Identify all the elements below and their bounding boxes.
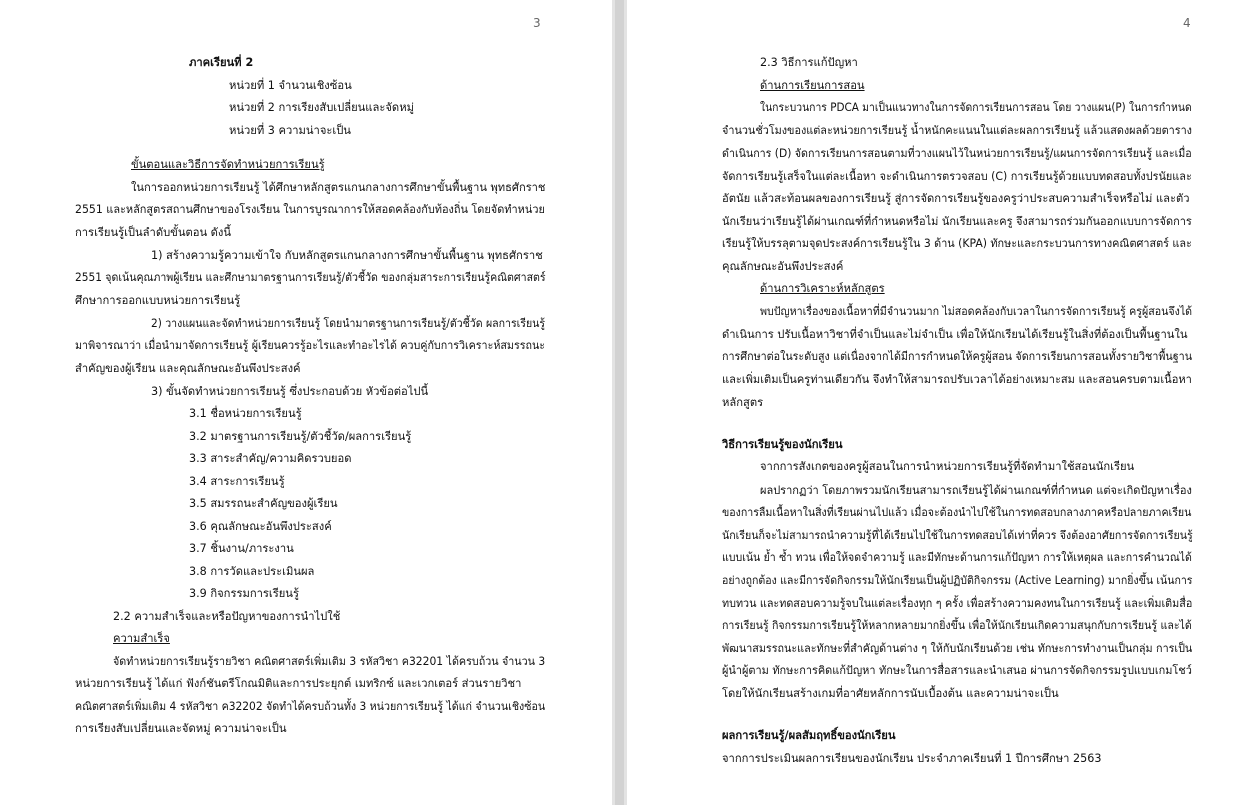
section-heading: ความสำเร็จ xyxy=(113,632,170,645)
text-line: หน่วยที่ 1 จำนวนเชิงซ้อน xyxy=(229,79,352,92)
scrollbar[interactable] xyxy=(615,0,624,805)
text-line: 3.3 สาระสำคัญ/ความคิดรวบยอด xyxy=(189,452,352,465)
text-line: เรียนรู้ให้บรรลุตามจุดประสงค์การเรียนรู้ใน 3 ด้าน (KPA) ทักษะและกระบวนการทางคณิตศาสตร์ และ xyxy=(722,237,1192,250)
text-line: 2.3 วิธีการแก้ปัญหา xyxy=(760,56,858,69)
text-line: แบบเน้น ย้ำ ซ้ำ ทวน เพื่อให้จดจำความรู้ และมีทักษะด้านการแก้ปัญหา การให้เหตุผล และการคำนวณได้ xyxy=(722,551,1192,564)
text-line: 3.4 สาระการเรียนรู้ xyxy=(189,475,285,488)
text-line: 3.5 สมรรถนะสำคัญของผู้เรียน xyxy=(189,497,338,510)
section-heading: ขั้นตอนและวิธีการจัดทำหน่วยการเรียนรู้ xyxy=(131,158,325,171)
text-line: 2551 จุดเน้นคุณภาพผู้เรียน และศึกษามาตรฐานการเรียนรู้/ตัวชี้วัด ของกลุ่มสาระการเรียนรู้คณิตศาสตร์ xyxy=(75,271,546,284)
document-page-left xyxy=(0,0,612,805)
text-line: การเรียนรู้เป็นลำดับขั้นตอน ดังนี้ xyxy=(75,226,232,239)
text-line: ดำเนินการ (D) จัดการเรียนการสอนตามที่วางแผนไว้ในหน่วยการเรียนรู้/แผนการจัดการเรียนรู้ และเมื่อ xyxy=(722,147,1192,160)
text-line: ทบทวน และทดสอบความรู้จบในแต่ละเรื่องทุก ๆ ครั้ง เพื่อสร้างความคงทนในการเรียนรู้ และเพิ่มเติมสื่อ xyxy=(722,597,1193,610)
text-line: จากการประเมินผลการเรียนของนักเรียน ประจำภาคเรียนที่ 1 ปีการศึกษา 2563 xyxy=(722,752,1102,765)
text-line: 3.7 ชิ้นงาน/ภาระงาน xyxy=(189,542,294,555)
section-heading: ผลการเรียนรู้/ผลสัมฤทธิ์ของนักเรียน xyxy=(722,729,896,742)
section-heading: วิธีการเรียนรู้ของนักเรียน xyxy=(722,438,843,451)
text-line: 2551 และหลักสูตรสถานศึกษาของโรงเรียน ในการบูรณาการให้สอดคล้องกับท้องถิ่น โดยจัดทำหน่วย xyxy=(75,203,545,216)
document-page-right xyxy=(627,0,1239,805)
page-number: 4 xyxy=(1183,16,1191,30)
text-line: 3.9 กิจกรรมการเรียนรู้ xyxy=(189,587,299,600)
text-line: จำนวนชั่วโมงของแต่ละหน่วยการเรียนรู้ น้ำหนักคะแนนในแต่ละผลการเรียนรู้ แล้วแสดงผลด้วยตาราง xyxy=(722,124,1192,137)
text-line: ในการออกหน่วยการเรียนรู้ ได้ศึกษาหลักสูตรแกนกลางการศึกษาขั้นพื้นฐาน พุทธศักราช xyxy=(131,181,546,194)
text-line: หน่วยที่ 2 การเรียงสับเปลี่ยนและจัดหมู่ xyxy=(229,101,414,114)
text-line: 3.1 ชื่อหน่วยการเรียนรู้ xyxy=(189,407,302,420)
text-line: ในกระบวนการ PDCA มาเป็นแนวทางในการจัดการเรียนการสอน โดย วางแผน(P) ในการกำหนด xyxy=(760,101,1192,114)
text-line: การศึกษาต่อในระดับสูง แต่เนื่องจากได้มีการกำหนดให้ครูผู้สอน จัดการเรียนการสอนทั้งรายวิชาพื้นฐาน xyxy=(722,350,1193,363)
text-line: ผลปรากฏว่า โดยภาพรวมนักเรียนสามารถเรียนรู้ได้ผ่านเกณฑ์ที่กำหนด แต่จะเกิดปัญหาเรื่อง xyxy=(760,484,1192,497)
page-number: 3 xyxy=(533,16,541,30)
text-line: พัฒนาสมรรถนะและทักษะที่สำคัญด้านต่าง ๆ ให้กับนักเรียนด้วย เช่น ทักษะการทำงานเป็นกลุ่ม การเป็น xyxy=(722,642,1193,655)
text-line: หลักสูตร xyxy=(722,396,764,409)
text-line: ดำเนินการ ปรับเนื้อหาวิชาที่จำเป็นและไม่จำเป็น เพื่อให้นักเรียนได้เรียนรู้ในสิ่งที่ต้องเป็นพื้นฐานใน xyxy=(722,328,1188,341)
text-line: 3) ขั้นจัดทำหน่วยการเรียนรู้ ซึ่งประกอบด้วย หัวข้อต่อไปนี้ xyxy=(151,385,429,398)
text-line: 3.8 การวัดและประเมินผล xyxy=(189,565,315,578)
section-heading: ภาคเรียนที่ 2 xyxy=(189,56,254,69)
text-line: 1) สร้างความรู้ความเข้าใจ กับหลักสูตรแกนกลางการศึกษาขั้นพื้นฐาน พุทธศักราช xyxy=(151,249,543,262)
text-line: การเรียนรู้ กิจกรรมการเรียนรู้ให้หลากหลายมากยิ่งขึ้น เพื่อให้นักเรียนเกิดความสนุกกับการเรียนรู้ และได้ xyxy=(722,619,1192,632)
text-line: การเรียงสับเปลี่ยนและจัดหมู่ ความน่าจะเป็น xyxy=(75,722,287,735)
text-line: 3.2 มาตรฐานการเรียนรู้/ตัวชี้วัด/ผลการเรียนรู้ xyxy=(189,430,412,443)
section-heading: ด้านการเรียนการสอน xyxy=(760,79,865,92)
section-heading: ด้านการวิเคราะห์หลักสูตร xyxy=(760,282,885,295)
page-gutter xyxy=(612,0,627,805)
text-line: 3.6 คุณลักษณะอันพึงประสงค์ xyxy=(189,520,332,533)
text-line: ศึกษาการออกแบบหน่วยการเรียนรู้ xyxy=(75,294,241,307)
text-line: และเพิ่มเติมเป็นครูท่านเดียวกัน จึงทำให้สามารถปรับเวลาได้อย่างเหมาะสม และสอนครบตามเนื้อหา xyxy=(722,373,1192,386)
text-line: มาพิจารณาว่า เมื่อนำมาจัดการเรียนรู้ ผู้เรียนควรรู้อะไรและทำอะไรได้ ควบคู่กับการวิเคราะห์สมรรถนะ xyxy=(75,339,546,352)
text-line: 2.2 ความสำเร็จและหรือปัญหาของการนำไปใช้ xyxy=(113,610,341,623)
text-line: หน่วยการเรียนรู้ ได้แก่ ฟังก์ชันตรีโกณมิติและการประยุกต์ เมทริกซ์ และเวกเตอร์ ส่วนรายวิชา xyxy=(75,677,522,690)
text-line: อย่างถูกต้อง และมีการจัดกิจกรรมให้นักเรียนเป็นผู้ปฏิบัติกิจกรรม (Active Learning) มากยิ่งขึ้น เน้นการ xyxy=(722,574,1193,587)
text-line: คุณลักษณะอันพึงประสงค์ xyxy=(722,260,844,273)
text-line: หน่วยที่ 3 ความน่าจะเป็น xyxy=(229,124,351,137)
text-line: สำคัญของผู้เรียน และคุณลักษณะอันพึงประสงค์ xyxy=(75,362,301,375)
text-line: โดยให้นักเรียนสร้างเกมที่อาศัยหลักการนับเบื้องต้น และความน่าจะเป็น xyxy=(722,687,1059,700)
text-line: 2) วางแผนและจัดทำหน่วยการเรียนรู้ โดยนำมาตรฐานการเรียนรู้/ตัวชี้วัด ผลการเรียนรู้ xyxy=(151,317,546,330)
text-line: จัดทำหน่วยการเรียนรู้รายวิชา คณิตศาสตร์เพิ่มเติม 3 รหัสวิชา ค32201 ได้ครบถ้วน จำนวน 3 xyxy=(113,655,546,668)
text-line: ผู้นำผู้ตาม ทักษะการคิดแก้ปัญหา ทักษะในการสื่อสารและนำเสนอ ผ่านการจัดกิจกรรมรูปแบบเกมโชว์ xyxy=(722,664,1192,677)
text-line: จัดการเรียนรู้เสร็จในแต่ละเนื้อหา จะดำเนินการตรวจสอบ (C) การเรียนรู้ด้วยแบบทดสอบทั้งปรนัยและ xyxy=(722,170,1192,183)
text-line: นักเรียนก็จะไม่สามารถนำความรู้ที่ได้เรียนไปใช้ในการทดสอบได้เท่าที่ควร จึงต้องอาศัยการจัดการเรียนรู้ xyxy=(722,529,1193,542)
text-line: จากการสังเกตของครูผู้สอนในการนำหน่วยการเรียนรู้ที่จัดทำมาใช้สอนนักเรียน xyxy=(760,460,1135,473)
text-line: ของการลืมเนื้อหาในสิ่งที่เรียนผ่านไปแล้ว เมื่อจะต้องนำไปใช้ในการทดสอบกลางภาคหรือปลายภาคเรียน xyxy=(722,506,1192,519)
text-line: นักเรียนว่าเรียนรู้ได้ผ่านเกณฑ์ที่กำหนดหรือไม่ นักเรียนและครู จึงสามารถร่วมกันออกแบบการจัดการ xyxy=(722,215,1192,228)
text-line: คณิตศาสตร์เพิ่มเติม 4 รหัสวิชา ค32202 จัดทำได้ครบถ้วนทั้ง 3 หน่วยการเรียนรู้ ได้แก่ จำนวนเชิงซ้อน xyxy=(75,700,546,713)
text-line: อัตนัย แล้วสะท้อนผลของการเรียนรู้ สู่การจัดการเรียนรู้ของครูว่าประสบความสำเร็จหรือไม่ และตัว xyxy=(722,192,1190,205)
text-line: พบปัญหาเรื่องของเนื้อหาที่มีจำนวนมาก ไม่สอดคล้องกับเวลาในการจัดการเรียนรู้ ครูผู้สอนจึงได้ xyxy=(760,305,1193,318)
